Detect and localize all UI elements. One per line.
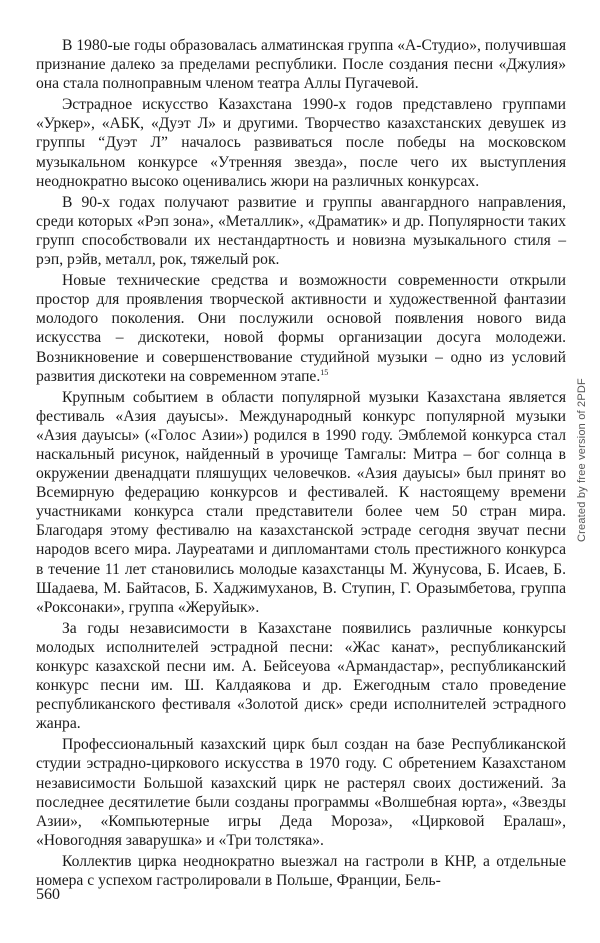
- paragraph-avant-garde-groups: В 90-х годах получают развитие и группы авангардного направления, среди которых «Рэп зона», «Металлик», «Драматик» и др. Популярности таких групп способствовали их нестандартность и новизна музыкального стиля – рэп, рэйв, металл, рок, тяжелый рок.: [36, 193, 566, 269]
- watermark: Created by free version of 2PDF: [576, 378, 588, 542]
- paragraph-circus-tours: Коллектив цирка неоднократно выезжал на гастроли в КНР, а отдельные номера с успехом гастролировали в Польше, Франции, Бель-: [36, 852, 566, 890]
- paragraph-discotheque: [36, 271, 566, 386]
- paragraph-asia-dauysy: Крупным событием в области популярной музыки Казахстана является фестиваль «Азия дауысы». Международный конкурс популярной музыки «Азия дауысы» («Голос Азии») родился в 1990 году. Эмблемой конкурса стал наскальный рисунок, найденный в урочище Тамгалы: Митра – бог солнца в окружении двенадцати пляшущих человечков. «Азия дауысы» был принят во Всемирную федерацию конкурсов и фестивалей. К настоящему времени участниками конкурса стали представители более чем 50 стран мира. Благодаря этому фестивалю на казахстанской эстраде сегодня звучат песни народов всего мира. Лауреатами и дипломантами столь престижного конкурса в течение 11 лет становились молодые казахстанцы М. Жунусова, Б. Исаев, Б. Шадаева, М. Байтасов, Б. Хаджимуханов, В. Ступин, Г. Оразымбетова, группа «Роксонаки», группа «Жеруйык».: [36, 388, 566, 616]
- page-number: 560: [36, 886, 60, 903]
- page-text: [36, 36, 566, 892]
- paragraph-independence-contests: За годы независимости в Казахстане появились различные конкурсы молодых исполнителей эстрадной песни: «Жас канат», республиканский конкурс казахской песни им. А. Бейсеуова «Армандастар», республиканский конкурс песни им. Ш. Калдаякова и др. Ежегодным стало проведение республиканского фестиваля «Золотой диск» среди исполнителей эстрадного жанра.: [36, 619, 566, 733]
- paragraph-circus: Профессиональный казахский цирк был создан на базе Республиканской студии эстрадно-циркового искусства в 1970 году. С обретением Казахстаном независимости Большой казахский цирк не растерял своих достижений. За последнее десятилетие были созданы программы «Волшебная юрта», «Звезды Азии», «Компьютерные игры Деда Мороза», «Цирковой Ералаш», «Новогодняя заварушка» и «Три толстяка».: [36, 736, 566, 849]
- paragraph-1990s-estrada: Эстрадное искусство Казахстана 1990-х годов представлено группами «Уркер», «АБК, «Дуэт Л» и другими. Творчество казахстанских девушек из группы “Дуэт Л” началось развиваться после победы на московском музыкальном конкурсе «Утренняя звезда», после чего их выступления неоднократно высоко оценивались жюри на различных конкурсах.: [36, 96, 566, 190]
- paragraph-discotheque-text: Новые технические средства и возможности современности открыли простор для проявления творческой активности и художественной фантазии молодого поколения. Они послужили основой появления нового вида искусства – дискотеки, новой формы организации досуга молодежи. Возникновение и совершенствование студийной музыки – одно из условий развития дискотеки на современном этапе.: [36, 272, 566, 385]
- paragraph-a-studio: В 1980-ые годы образовалась алматинская группа «А-Студио», получившая признание далеко за пределами республики. После создания песни «Джулия» она стала полноправным членом театра Аллы Пугачевой.: [36, 37, 566, 93]
- footnote-marker: 15: [320, 367, 329, 377]
